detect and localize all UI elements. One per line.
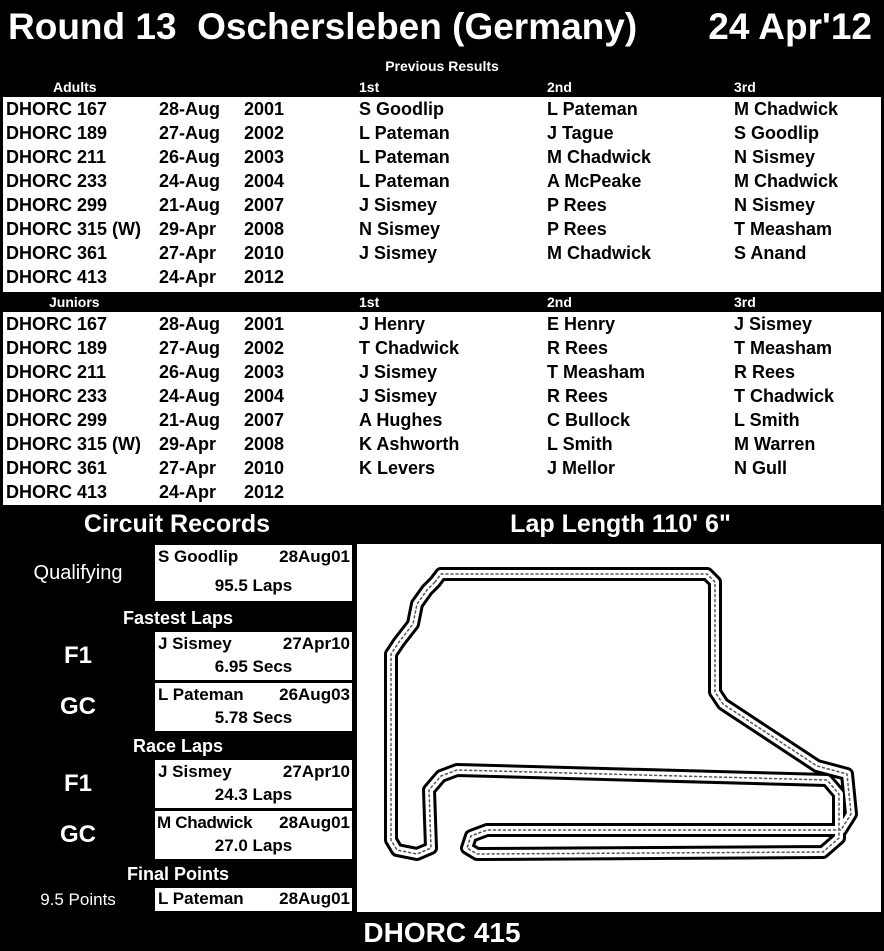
second-place: J Mellor xyxy=(547,458,616,478)
fastest-f1-record xyxy=(155,632,352,680)
event-date-cell: 29-Apr xyxy=(159,434,217,454)
event-year: 2002 xyxy=(244,123,285,143)
page-title xyxy=(0,0,884,54)
event-year: 2002 xyxy=(244,338,285,358)
event-name: DHORC 299 xyxy=(6,195,108,215)
fastest-gc-record xyxy=(155,683,352,731)
third-place: M Chadwick xyxy=(734,171,839,191)
first-place: L Pateman xyxy=(359,123,450,143)
record-value: 27.0 Laps xyxy=(214,836,293,855)
results-row xyxy=(3,408,881,432)
third-place: S Goodlip xyxy=(734,123,819,143)
record-holder: S Goodlip xyxy=(158,547,239,566)
event-name: DHORC 211 xyxy=(6,362,107,382)
first-place: K Levers xyxy=(359,458,436,478)
juniors-label: Juniors xyxy=(49,294,100,310)
results-row xyxy=(3,193,881,217)
record-value: 5.78 Secs xyxy=(214,708,293,727)
event-year: 2008 xyxy=(244,219,285,239)
fastest-laps-header: Fastest Laps xyxy=(3,606,353,630)
third-place: L Smith xyxy=(734,410,800,430)
round-label: Round 13 xyxy=(8,6,177,47)
results-row xyxy=(3,456,881,480)
record-date: 27Apr10 xyxy=(282,634,350,653)
juniors-col-3rd: 3rd xyxy=(734,294,756,310)
third-place: N Gull xyxy=(734,458,787,478)
results-row xyxy=(3,480,881,504)
third-place: T Chadwick xyxy=(734,386,835,406)
event-name: DHORC 167 xyxy=(6,314,108,334)
adults-col-3rd: 3rd xyxy=(734,79,756,95)
first-place: A Hughes xyxy=(359,410,443,430)
second-place: P Rees xyxy=(547,195,607,215)
qualifying-record xyxy=(155,545,352,601)
race-gc-label: GC xyxy=(3,811,153,859)
event-date: 24 Apr'12 xyxy=(708,6,872,47)
track-map-panel xyxy=(357,544,881,912)
event-year: 2008 xyxy=(244,434,285,454)
event-date-cell: 24-Aug xyxy=(159,386,221,406)
event-date-cell: 26-Aug xyxy=(159,362,221,382)
event-date-cell: 21-Aug xyxy=(159,410,221,430)
fastest-gc-label: GC xyxy=(3,683,153,731)
race-gc-record xyxy=(155,811,352,859)
event-date-cell: 27-Apr xyxy=(159,243,217,263)
race-f1-record xyxy=(155,760,352,808)
event-year: 2004 xyxy=(244,386,285,406)
adults-label: Adults xyxy=(53,79,97,95)
third-place: T Measham xyxy=(734,338,833,358)
first-place: T Chadwick xyxy=(359,338,460,358)
event-name: DHORC 233 xyxy=(6,386,108,406)
results-row xyxy=(3,121,881,145)
final-points-header: Final Points xyxy=(3,862,353,886)
third-place: S Anand xyxy=(734,243,807,263)
record-value: 95.5 Laps xyxy=(214,576,293,595)
adults-col-1st: 1st xyxy=(359,79,380,95)
third-place: R Rees xyxy=(734,362,796,382)
third-place: M Chadwick xyxy=(734,99,839,119)
lap-length-header: Lap Length 110' 6" xyxy=(357,507,884,542)
event-year: 2012 xyxy=(244,267,285,287)
first-place: L Pateman xyxy=(359,171,450,191)
second-place: P Rees xyxy=(547,219,607,239)
first-place: S Goodlip xyxy=(359,99,444,119)
event-year: 2003 xyxy=(244,147,285,167)
results-row xyxy=(3,336,881,360)
race-laps-header: Race Laps xyxy=(3,734,353,758)
third-place: N Sismey xyxy=(734,147,816,167)
results-row xyxy=(3,169,881,193)
record-holder: L Pateman xyxy=(158,685,244,704)
second-place: R Rees xyxy=(547,338,609,358)
previous-results-header: Previous Results xyxy=(0,56,884,76)
record-date: 28Aug01 xyxy=(279,547,350,566)
event-date-cell: 29-Apr xyxy=(159,219,217,239)
results-row xyxy=(3,360,881,384)
results-row xyxy=(3,384,881,408)
second-place: M Chadwick xyxy=(547,243,652,263)
juniors-header xyxy=(3,293,881,311)
race-f1-label: F1 xyxy=(3,760,153,808)
final-points-label: 9.5 Points xyxy=(3,888,153,911)
event-date-cell: 24-Aug xyxy=(159,171,221,191)
record-date: 26Aug03 xyxy=(279,685,350,704)
third-place: M Warren xyxy=(734,434,816,454)
second-place: J Tague xyxy=(547,123,614,143)
event-date-cell: 27-Apr xyxy=(159,458,217,478)
record-date: 27Apr10 xyxy=(282,762,350,781)
record-holder: M Chadwick xyxy=(157,813,253,832)
juniors-col-2nd: 2nd xyxy=(547,294,572,310)
footer-event-label: DHORC 415 xyxy=(0,914,884,951)
first-place: J Sismey xyxy=(359,362,438,382)
record-holder: L Pateman xyxy=(158,889,244,908)
first-place: J Henry xyxy=(359,314,426,334)
results-row xyxy=(3,432,881,456)
event-name: DHORC 413 xyxy=(6,267,108,287)
event-name: DHORC 361 xyxy=(6,458,108,478)
event-name: DHORC 361 xyxy=(6,243,108,263)
record-holder: J Sismey xyxy=(158,634,232,653)
juniors-col-1st: 1st xyxy=(359,294,380,310)
results-row xyxy=(3,97,881,121)
event-name: DHORC 413 xyxy=(6,482,108,502)
adults-results-table xyxy=(3,97,881,292)
event-date-cell: 21-Aug xyxy=(159,195,221,215)
second-place: R Rees xyxy=(547,386,609,406)
adults-header xyxy=(3,78,881,96)
record-date: 28Aug01 xyxy=(279,813,350,832)
qualifying-label: Qualifying xyxy=(3,545,153,601)
third-place: T Measham xyxy=(734,219,833,239)
circuit-records-header: Circuit Records xyxy=(0,507,354,542)
first-place: N Sismey xyxy=(359,219,441,239)
event-date-cell: 27-Aug xyxy=(159,338,221,358)
second-place: L Pateman xyxy=(547,99,638,119)
event-name: DHORC 315 (W) xyxy=(6,219,142,239)
event-name: DHORC 211 xyxy=(6,147,107,167)
event-name: DHORC 233 xyxy=(6,171,108,191)
record-holder: J Sismey xyxy=(158,762,232,781)
event-year: 2007 xyxy=(244,410,285,430)
event-name: DHORC 189 xyxy=(6,338,108,358)
event-year: 2007 xyxy=(244,195,285,215)
event-date-cell: 28-Aug xyxy=(159,99,221,119)
final-points-record xyxy=(155,888,352,911)
juniors-results-table xyxy=(3,312,881,505)
fastest-f1-label: F1 xyxy=(3,632,153,680)
record-value: 6.95 Secs xyxy=(214,657,293,676)
event-year: 2004 xyxy=(244,171,285,191)
second-place: C Bullock xyxy=(547,410,631,430)
second-place: T Measham xyxy=(547,362,646,382)
second-place: E Henry xyxy=(547,314,616,334)
track-map xyxy=(357,544,881,912)
first-place: J Sismey xyxy=(359,195,438,215)
event-name: DHORC 167 xyxy=(6,99,108,119)
results-row xyxy=(3,145,881,169)
second-place: A McPeake xyxy=(547,171,642,191)
first-place: L Pateman xyxy=(359,147,450,167)
event-year: 2010 xyxy=(244,458,285,478)
first-place: K Ashworth xyxy=(359,434,460,454)
event-year: 2001 xyxy=(244,99,285,119)
results-row xyxy=(3,217,881,241)
venue-label: Oschersleben (Germany) xyxy=(197,6,638,47)
event-name: DHORC 189 xyxy=(6,123,108,143)
record-value: 24.3 Laps xyxy=(214,785,293,804)
results-row xyxy=(3,265,881,289)
first-place: J Sismey xyxy=(359,243,438,263)
results-row xyxy=(3,241,881,265)
event-date-cell: 24-Apr xyxy=(159,482,217,502)
event-name: DHORC 315 (W) xyxy=(6,434,142,454)
event-year: 2010 xyxy=(244,243,285,263)
event-year: 2003 xyxy=(244,362,285,382)
first-place: J Sismey xyxy=(359,386,438,406)
event-date-cell: 28-Aug xyxy=(159,314,221,334)
third-place: N Sismey xyxy=(734,195,816,215)
record-date: 28Aug01 xyxy=(279,889,350,908)
event-date-cell: 27-Aug xyxy=(159,123,221,143)
event-date-cell: 24-Apr xyxy=(159,267,217,287)
event-date-cell: 26-Aug xyxy=(159,147,221,167)
event-year: 2001 xyxy=(244,314,285,334)
adults-col-2nd: 2nd xyxy=(547,79,572,95)
results-row xyxy=(3,312,881,336)
event-name: DHORC 299 xyxy=(6,410,108,430)
third-place: J Sismey xyxy=(734,314,813,334)
second-place: L Smith xyxy=(547,434,613,454)
event-year: 2012 xyxy=(244,482,285,502)
second-place: M Chadwick xyxy=(547,147,652,167)
